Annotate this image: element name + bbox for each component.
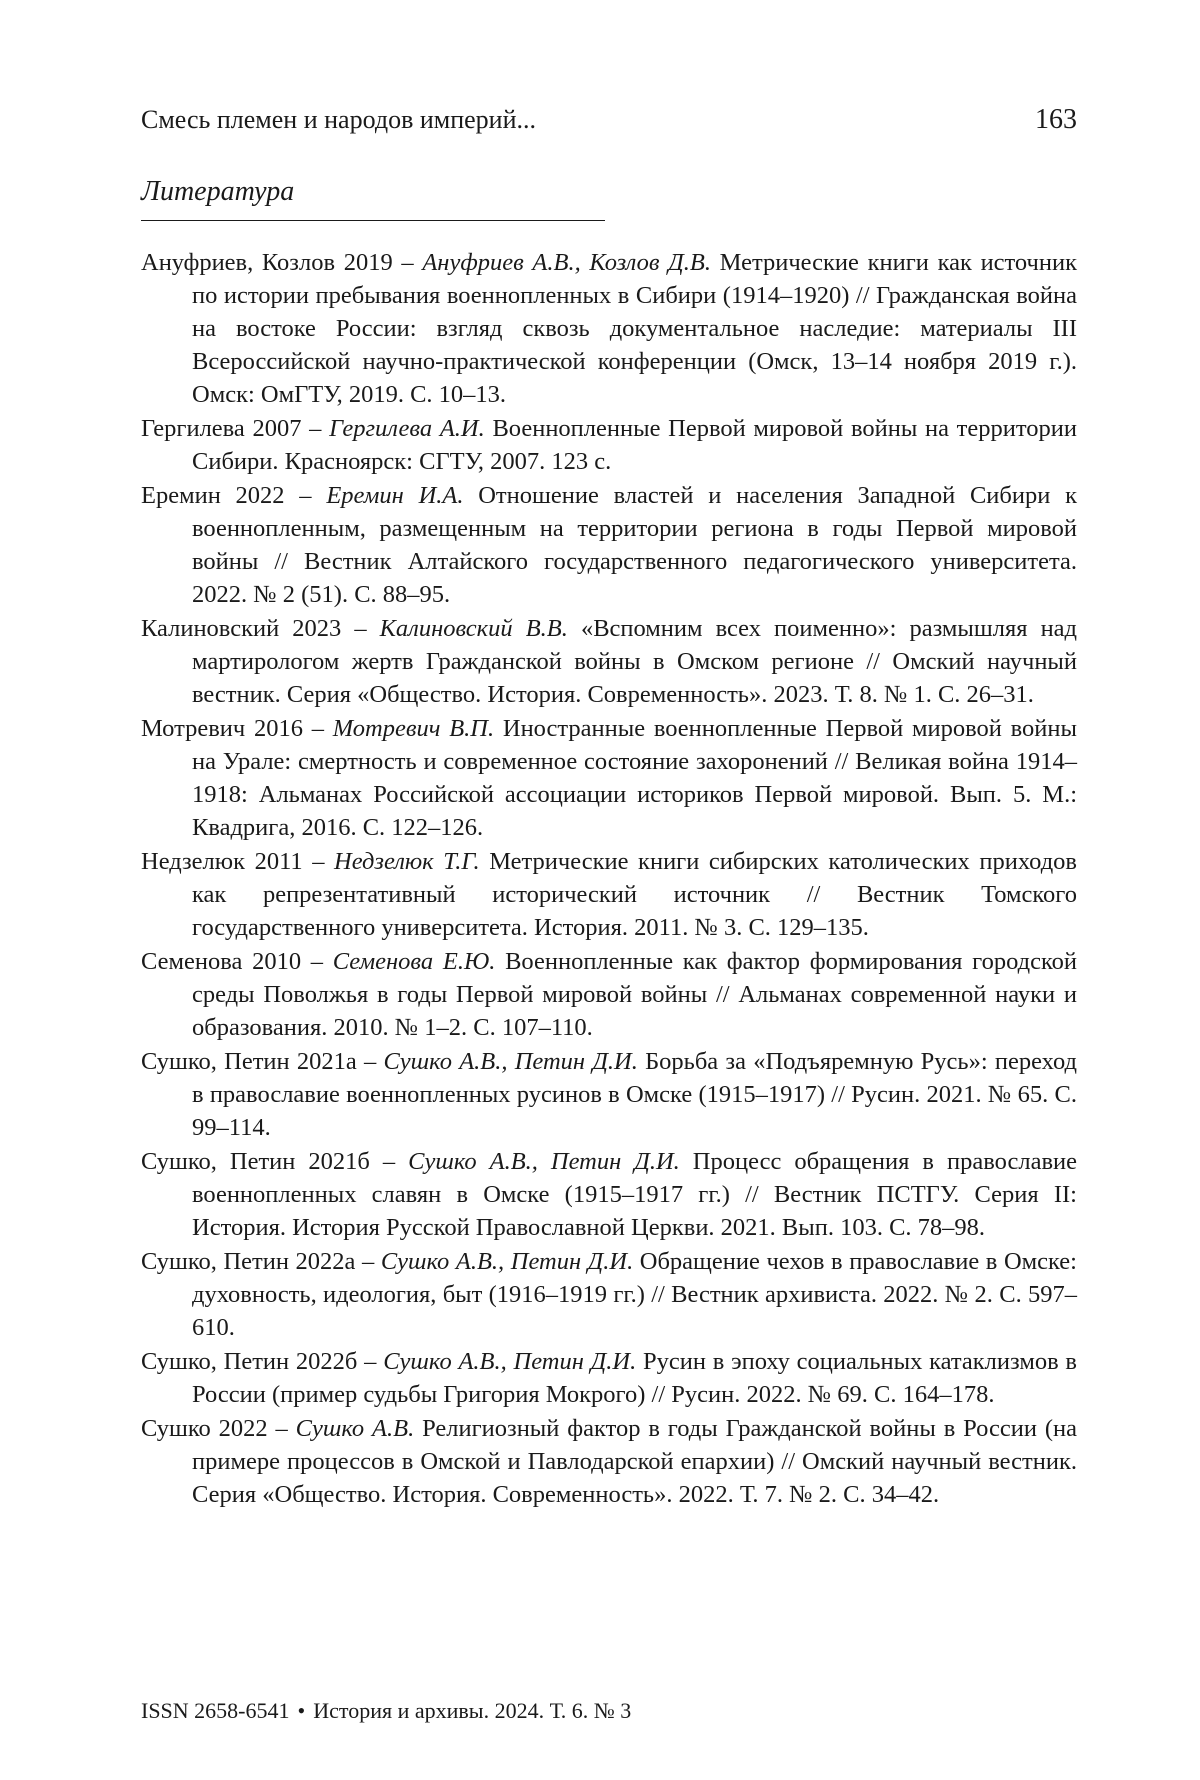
running-title: Смесь племен и народов империй...	[141, 102, 536, 138]
reference-text: Военнопленные Первой мировой войны на территории Сибири. Красноярск: СГТУ, 2007. 123 с.	[192, 415, 1077, 475]
reference-key: Мотревич 2016 –	[141, 715, 333, 742]
reference-authors: Еремин И.А.	[326, 482, 463, 509]
reference-item	[141, 1412, 1077, 1511]
reference-authors: Сушко А.В., Петин Д.И.	[383, 1348, 636, 1375]
reference-key: Семенова 2010 –	[141, 948, 333, 975]
page-footer	[141, 1696, 631, 1726]
reference-key: Ануфриев, Козлов 2019 –	[141, 249, 422, 276]
reference-authors: Ануфриев А.В., Козлов Д.В.	[422, 249, 711, 276]
reference-authors: Калиновский В.В.	[380, 615, 568, 642]
reference-item	[141, 1145, 1077, 1244]
reference-key: Гергилева 2007 –	[141, 415, 329, 442]
reference-text: «Вспомним всех поименно»: размышляя над мартирологом жертв Гражданской войны в Омском регионе // Омский научный вестник. Серия «Общество. История. Современность». 2023. Т. 8. № 1. С. 26–31.	[192, 615, 1077, 708]
footer-journal: История и архивы. 2024. Т. 6. № 3	[313, 1698, 631, 1723]
heading-underline	[141, 220, 605, 221]
reference-key: Сушко, Петин 2022б –	[141, 1348, 383, 1375]
reference-text: Иностранные военнопленные Первой мировой войны на Урале: смертность и современное состояние захоронений // Великая война 1914–1918: Альманах Российской ассоциации историков Первой мировой. Вып. 5. М.: Квадрига, 2016. С. 122–126.	[192, 715, 1077, 841]
reference-key: Сушко, Петин 2022а –	[141, 1248, 381, 1275]
reference-key: Сушко, Петин 2021а –	[141, 1048, 383, 1075]
reference-authors: Сушко А.В., Петин Д.И.	[383, 1048, 637, 1075]
reference-item	[141, 1045, 1077, 1144]
reference-text: Религиозный фактор в годы Гражданской войны в России (на примере процессов в Омской и Павлодарской епархии) // Омский научный вестник. Серия «Общество. История. Современность». 2022. Т. 7. № 2. С. 34–42.	[192, 1415, 1077, 1508]
reference-text: Русин в эпоху социальных катаклизмов в России (пример судьбы Григория Мокрого) // Русин. 2022. № 69. С. 164–178.	[192, 1348, 1077, 1408]
document-page	[0, 0, 1200, 1780]
reference-authors: Сушко А.В., Петин Д.И.	[381, 1248, 633, 1275]
reference-item	[141, 1345, 1077, 1411]
reference-item	[141, 246, 1077, 411]
page-number: 163	[1035, 102, 1077, 138]
reference-authors: Гергилева А.И.	[329, 415, 485, 442]
reference-item	[141, 612, 1077, 711]
reference-authors: Сушко А.В., Петин Д.И.	[408, 1148, 680, 1175]
reference-authors: Семенова Е.Ю.	[333, 948, 496, 975]
reference-item	[141, 412, 1077, 478]
reference-text: Метрические книги как источник по истории пребывания военнопленных в Сибири (1914–1920) // Гражданская война на востоке России: взгляд сквозь документальное наследие: материалы III Всероссийской научно-практической конференции (Омск, 13–14 ноября 2019 г.). Омск: ОмГТУ, 2019. С. 10–13.	[192, 249, 1077, 408]
reference-text: Военнопленные как фактор формирования городской среды Поволжья в годы Первой мировой войны // Альманах современной науки и образования. 2010. № 1–2. С. 107–110.	[192, 948, 1077, 1041]
reference-key: Сушко, Петин 2021б –	[141, 1148, 408, 1175]
reference-item	[141, 945, 1077, 1044]
reference-text: Процесс обращения в православие военнопленных славян в Омске (1915–1917 гг.) // Вестник ПСТГУ. Серия II: История. История Русской Православной Церкви. 2021. Вып. 103. С. 78–98.	[192, 1148, 1077, 1241]
reference-item	[141, 479, 1077, 611]
reference-authors: Недзелюк Т.Г.	[334, 848, 480, 875]
reference-item	[141, 1245, 1077, 1344]
reference-key: Недзелюк 2011 –	[141, 848, 334, 875]
reference-key: Еремин 2022 –	[141, 482, 326, 509]
reference-text: Метрические книги сибирских католических приходов как репрезентативный исторический источник // Вестник Томского государственного университета. История. 2011. № 3. С. 129–135.	[192, 848, 1077, 941]
reference-list	[141, 246, 1077, 1512]
reference-text: Отношение властей и населения Западной Сибири к военнопленным, размещенным на территории региона в годы Первой мировой войны // Вестник Алтайского государственного педагогического университета. 2022. № 2 (51). С. 88–95.	[192, 482, 1077, 608]
reference-authors: Мотревич В.П.	[333, 715, 494, 742]
reference-key: Калиновский 2023 –	[141, 615, 380, 642]
section-title: Литература	[141, 174, 294, 210]
reference-key: Сушко 2022 –	[141, 1415, 296, 1442]
footer-separator: •	[290, 1698, 314, 1723]
reference-text: Борьба за «Подъяремную Русь»: переход в православие военнопленных русинов в Омске (1915–1917) // Русин. 2021. № 65. С. 99–114.	[192, 1048, 1077, 1141]
reference-text: Обращение чехов в православие в Омске: духовность, идеология, быт (1916–1919 гг.) // Вестник архивиста. 2022. № 2. С. 597–610.	[192, 1248, 1077, 1341]
reference-item	[141, 712, 1077, 844]
reference-item	[141, 845, 1077, 944]
reference-authors: Сушко А.В.	[296, 1415, 415, 1442]
footer-issn: ISSN 2658-6541	[141, 1698, 290, 1723]
